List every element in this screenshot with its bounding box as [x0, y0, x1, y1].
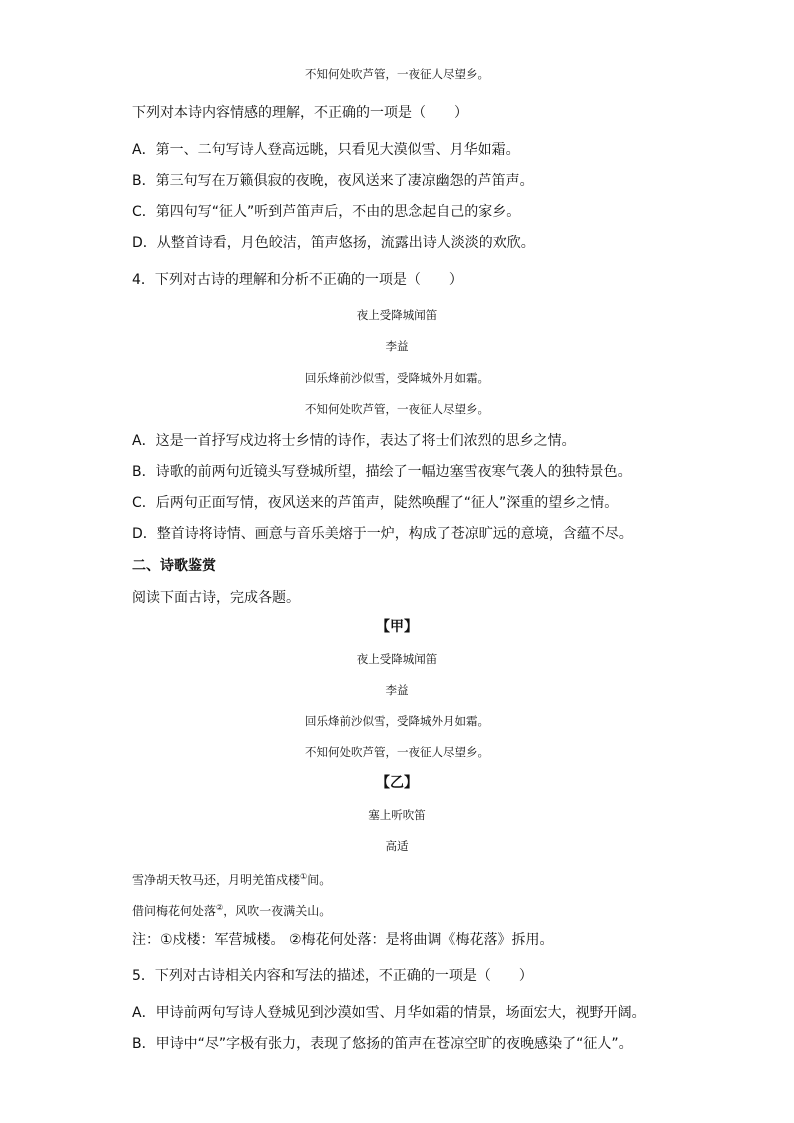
poem-line: 不知何处吹芦管，一夜征人尽望乡。: [305, 67, 489, 81]
poem-a-title: 夜上受降城闻笛: [356, 652, 438, 666]
poem-b-line-2-text: 借问梅花何处落: [132, 904, 217, 918]
poem-a-label: 【甲】: [376, 619, 418, 635]
poem-line: 回乐烽前沙似雪，受降城外月如霜。: [305, 371, 489, 385]
footnote-marker: ①: [300, 872, 308, 881]
poem-line: 不知何处吹芦管，一夜征人尽望乡。: [305, 402, 489, 416]
q4-option-c: C．后两句正面写情，夜风送来的芦笛声，陡然唤醒了“征人”深重的望乡之情。: [132, 495, 619, 511]
poem-b-line-2-end: ，风吹一夜满关山。: [223, 904, 332, 918]
poem-author: 李益: [385, 339, 409, 353]
footnote-marker: ②: [216, 903, 224, 912]
q4-option-d: D．整首诗将诗情、画意与音乐美熔于一炉，构成了苍凉旷远的意境，含蕴不尽。: [132, 526, 633, 542]
poem-b-line-1: [132, 869, 331, 888]
q3-option-b: B．第三句写在万籁俱寂的夜晚，夜风送来了凄凉幽怨的芦笛声。: [132, 173, 534, 189]
question-4-stem: 4．下列对古诗的理解和分析不正确的一项是（ ）: [132, 272, 463, 288]
poem-a-line: 回乐烽前沙似雪，受降城外月如霜。: [305, 714, 489, 728]
poem-b-author: 高适: [385, 839, 409, 853]
question-5-stem: 5．下列对古诗相关内容和写法的描述，不正确的一项是（ ）: [132, 968, 533, 984]
q5-option-b: B．甲诗中“尽”字极有张力，表现了悠扬的笛声在苍凉空旷的夜晚感染了“征人”。: [132, 1036, 633, 1052]
q4-option-b: B．诗歌的前两句近镜头写登城所望，描绘了一幅边塞雪夜寒气袭人的独特景色。: [132, 464, 632, 480]
q3-option-a: A．第一、二句写诗人登高远眺，只看见大漠似雪、月华如霜。: [132, 142, 520, 158]
section-heading: 二、诗歌鉴赏: [132, 558, 216, 574]
q3-option-c: C．第四句写“征人”听到芦笛声后，不由的思念起自己的家乡。: [132, 204, 521, 220]
poem-b-line-2: [132, 900, 331, 919]
q5-option-a: A．甲诗前两句写诗人登城见到沙漠如雪、月华如霜的情景，场面宏大，视野开阔。: [132, 1005, 646, 1021]
footnote: 注：①戍楼：军营城楼。 ②梅花何处落：是将曲调《梅花落》拆用。: [132, 932, 554, 948]
poem-b-line-1-text: 雪净胡天牧马还，月明羌笛戍楼: [132, 873, 301, 887]
poem-b-label: 【乙】: [376, 775, 418, 791]
poem-b-title: 塞上听吹笛: [368, 808, 426, 822]
poem-b-line-1-end: 间。: [307, 873, 332, 887]
q4-option-a: A．这是一首抒写戍边将士乡情的诗作，表达了将士们浓烈的思乡之情。: [132, 433, 576, 449]
poem-a-line: 不知何处吹芦管，一夜征人尽望乡。: [305, 745, 489, 759]
section-intro: 阅读下面古诗，完成各题。: [132, 590, 300, 606]
question-3-stem: 下列对本诗内容情感的理解，不正确的一项是（ ）: [132, 105, 468, 121]
q3-option-d: D．从整首诗看，月色皎洁，笛声悠扬，流露出诗人淡淡的欢欣。: [132, 235, 535, 251]
poem-title: 夜上受降城闻笛: [356, 308, 438, 322]
poem-a-author: 李益: [385, 683, 409, 697]
